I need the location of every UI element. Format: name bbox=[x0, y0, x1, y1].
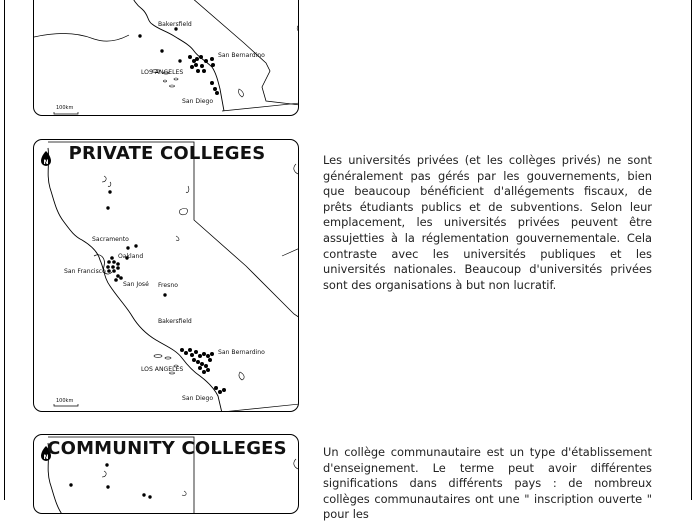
lake bbox=[294, 459, 298, 469]
lake bbox=[176, 236, 179, 241]
lake bbox=[239, 372, 244, 380]
scale-bar bbox=[54, 112, 78, 114]
city-label-sacramento: Sacramento bbox=[92, 236, 129, 243]
coastline bbox=[129, 0, 224, 111]
ocean-edge bbox=[34, 34, 129, 42]
private-colleges-description: Les universités privées (et les collèges privés) ne sont généralement pas gérés par les gouvernements, bien que beaucoup bénéficient d'allégements fiscaux, de prêts étudiants publics et de subventions. Selon leur emplacement, les universités privées peuvent être assujetties à la réglementation gouvernementale. Cela contraste avec les universités publiques et les universités nationales. Beaucoup d'universités privées sont des organisations à but non lucratif. bbox=[323, 153, 652, 292]
state-border bbox=[48, 142, 299, 318]
lake bbox=[179, 208, 187, 214]
map-card-private bbox=[33, 139, 299, 412]
island bbox=[154, 355, 162, 358]
city-label-san-diego: San Diego bbox=[182, 98, 214, 105]
california-map-south bbox=[34, 0, 299, 116]
island bbox=[170, 85, 175, 87]
map-title: PRIVATE COLLEGES bbox=[68, 143, 266, 164]
city-label-san-bernardino: San Bernardino bbox=[218, 349, 265, 356]
lake bbox=[297, 25, 299, 32]
city-label-san-francisco: San Francisco bbox=[64, 268, 106, 275]
lake bbox=[102, 471, 106, 477]
california-map bbox=[34, 140, 299, 412]
island bbox=[164, 80, 167, 82]
mexico-border bbox=[222, 103, 299, 111]
college-dots bbox=[69, 463, 151, 498]
city-label-los-angeles: LOS ANGELES bbox=[141, 69, 184, 76]
svg-text:N: N bbox=[43, 454, 49, 461]
map-card-public bbox=[33, 0, 299, 116]
lake bbox=[239, 89, 244, 97]
island bbox=[165, 357, 171, 359]
mexico-border bbox=[222, 404, 299, 412]
map-title: COMMUNITY COLLEGES bbox=[47, 438, 287, 459]
scale-bar bbox=[54, 404, 78, 406]
city-label-bakersfield: Bakersfield bbox=[158, 21, 192, 28]
svg-text:N: N bbox=[43, 159, 49, 166]
city-label-los-angeles: LOS ANGELES bbox=[141, 366, 184, 373]
lake bbox=[108, 182, 111, 187]
city-label-oakland: Oakland bbox=[118, 253, 144, 260]
lake bbox=[182, 491, 186, 496]
city-label-san-diego: San Diego bbox=[182, 395, 214, 402]
scale-label: 100km bbox=[56, 398, 74, 404]
city-label-bakersfield: Bakersfield bbox=[158, 318, 192, 325]
city-label-san-jose: San José bbox=[123, 281, 149, 288]
lake bbox=[186, 186, 189, 193]
lake bbox=[294, 164, 298, 174]
state-border bbox=[282, 248, 299, 256]
island bbox=[174, 78, 178, 80]
city-label-fresno: Fresno bbox=[158, 282, 178, 289]
community-colleges-description: Un collège communautaire est un type d'établissement d'enseignement. Le terme peut avoir différentes significations dans différents pays : de nombreux collèges communautaires ont une " inscription ouverte " pour les bbox=[323, 445, 652, 522]
coastline bbox=[48, 148, 222, 412]
city-label-san-bernardino: San Bernardino bbox=[218, 52, 265, 59]
map-card-community bbox=[33, 434, 299, 514]
scale-label: 100km bbox=[56, 105, 74, 111]
college-dots bbox=[138, 27, 219, 95]
lake bbox=[102, 176, 106, 182]
college-dots bbox=[106, 190, 226, 394]
